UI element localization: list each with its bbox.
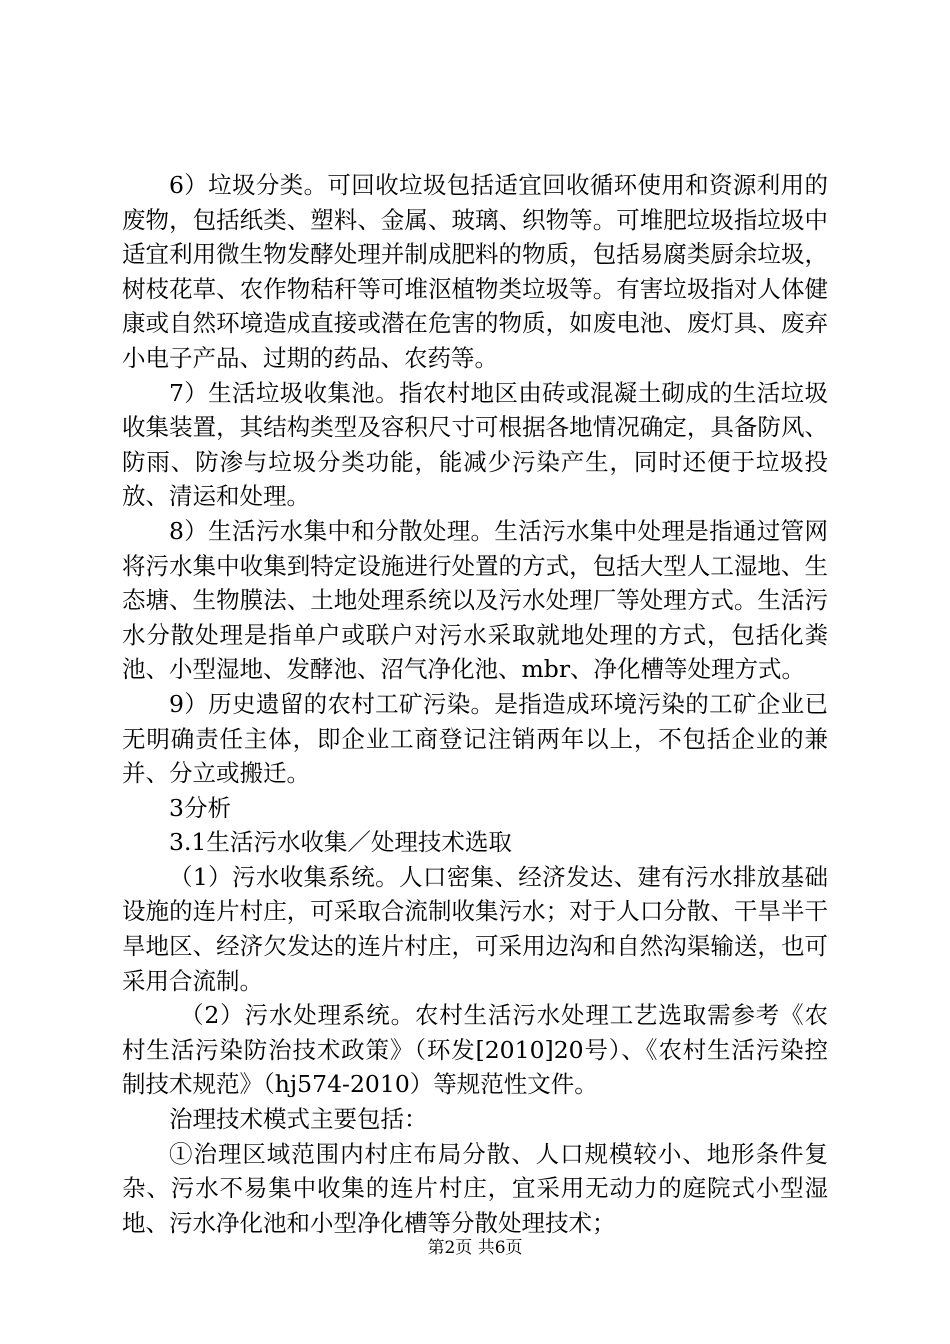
paragraph-treatment-system: （2）污水处理系统。农村生活污水处理工艺选取需参考《农村生活污染防治技术政策》（环发[2010]20号）、《农村生活污染控制技术规范》（hj574-2010）等规范性文件。 bbox=[122, 1001, 828, 1099]
subsection-heading-sewage-tech: 3.1生活污水收集／处理技术选取 bbox=[169, 828, 512, 857]
paragraph-garbage-collection-pool: 7）生活垃圾收集池。指农村地区由砖或混凝土砌成的生活垃圾收集装置，其结构类型及容积尺寸可根据各地情况确定，具备防风、防雨、防渗与垃圾分类功能，能减少污染产生，同时还便于垃圾投放、清运和处理。 bbox=[122, 378, 828, 511]
paragraph-modes-intro: 治理技术模式主要包括： bbox=[169, 1105, 428, 1134]
paragraph-legacy-pollution: 9）历史遗留的农村工矿污染。是指造成环境污染的工矿企业已无明确责任主体，即企业工商登记注销两年以上，不包括企业的兼并、分立或搬迁。 bbox=[122, 689, 828, 788]
paragraph-mode-one: ①治理区域范围内村庄布局分散、人口规模较小、地形条件复杂、污水不易集中收集的连片村庄，宜采用无动力的庭院式小型湿地、污水净化池和小型净化槽等分散处理技术； bbox=[122, 1139, 828, 1237]
document-body bbox=[122, 168, 828, 1240]
section-heading-analysis: 3分析 bbox=[169, 793, 231, 822]
paragraph-collection-system: （1）污水收集系统。人口密集、经济发达、建有污水排放基础设施的连片村庄，可采取合流制收集污水；对于人口分散、干旱半干旱地区、经济欠发达的连片村庄，可采用边沟和自然沟渠输送，也可采用合流制。 bbox=[122, 862, 828, 995]
paragraph-garbage-classification: 6）垃圾分类。可回收垃圾包括适宜回收循环使用和资源利用的废物，包括纸类、塑料、金属、玻璃、织物等。可堆肥垃圾指垃圾中适宜利用微生物发酵处理并制成肥料的物质，包括易腐类厨余垃圾，树枝花草、农作物秸秆等可堆沤植物类垃圾等。有害垃圾指对人体健康或自然环境造成直接或潜在危害的物质，如废电池、废灯具、废弃小电子产品、过期的药品、农药等。 bbox=[122, 171, 828, 372]
page-footer: 第2页 共6页 bbox=[427, 1238, 523, 1258]
paragraph-sewage-treatment: 8）生活污水集中和分散处理。生活污水集中处理是指通过管网将污水集中收集到特定设施进行处置的方式，包括大型人工湿地、生态塘、生物膜法、土地处理系统以及污水处理厂等处理方式。生活污水分散处理是指单户或联户对污水采取就地处理的方式，包括化粪池、小型湿地、发酵池、沼气净化池、mbr、净化槽等处理方式。 bbox=[122, 516, 828, 684]
